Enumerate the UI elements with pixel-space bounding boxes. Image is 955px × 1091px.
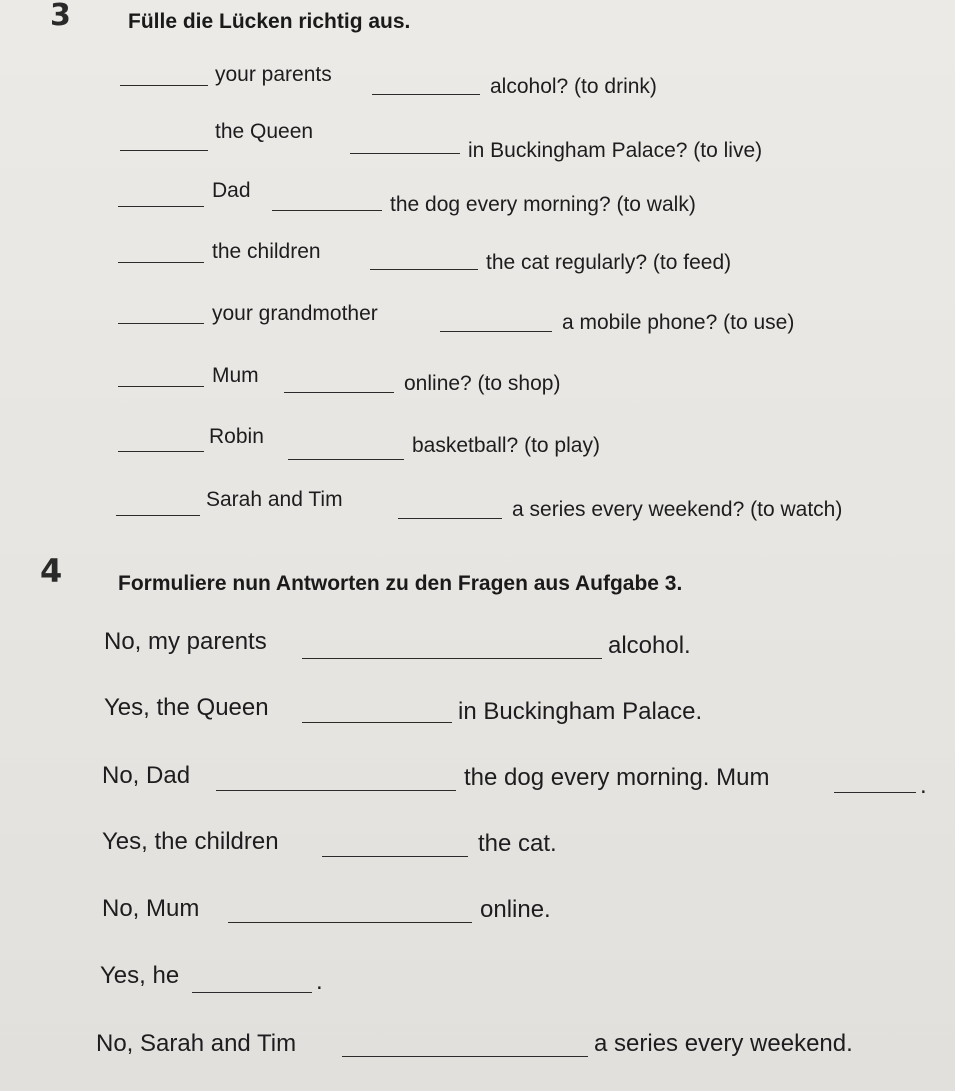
question-rest: the dog every morning? (to walk) [390,193,696,216]
question-subject: the Queen [215,120,314,143]
answer-start: No, Mum [102,895,200,922]
answer-tail: . [920,772,927,799]
question-subject: Dad [212,179,251,202]
answer-blank[interactable] [322,856,468,857]
answer-blank[interactable] [284,392,394,393]
answer-blank[interactable] [118,451,204,452]
question-rest: in Buckingham Palace? (to live) [468,139,763,162]
question-subject: Mum [212,364,259,387]
answer-blank[interactable] [372,94,480,95]
answer-end: in Buckingham Palace. [458,698,703,725]
answer-blank[interactable] [302,722,452,723]
question-rest: online? (to shop) [404,372,561,395]
answer-blank[interactable] [116,515,200,516]
question-rest: a series every weekend? (to watch) [512,498,843,521]
answer-blank[interactable] [216,790,456,791]
answer-blank[interactable] [192,992,312,993]
answer-start: No, Sarah and Tim [96,1030,297,1057]
answer-blank[interactable] [118,386,204,387]
question-subject: the children [212,240,321,263]
answer-start: No, my parents [104,628,267,655]
answer-end: the cat. [478,830,557,857]
answer-blank[interactable] [272,210,382,211]
question-rest: a mobile phone? (to use) [562,311,795,334]
question-subject: Robin [209,425,264,448]
answer-blank[interactable] [118,323,204,324]
question-rest: basketball? (to play) [412,434,600,457]
question-subject: Sarah and Tim [206,488,343,511]
question-subject: your grandmother [212,302,378,325]
answer-blank[interactable] [302,658,602,659]
exercise-3-instruction: Fülle die Lücken richtig aus. [128,10,411,33]
exercise-4-number: 4 [40,552,63,590]
answer-blank[interactable] [342,1056,588,1057]
answer-blank[interactable] [118,206,204,207]
answer-start: Yes, he [100,962,180,989]
answer-blank[interactable] [398,518,502,519]
answer-blank[interactable] [120,150,208,151]
answer-end: online. [480,896,551,923]
answer-end: alcohol. [608,632,691,659]
answer-start: No, Dad [102,762,191,789]
answer-blank[interactable] [440,331,552,332]
answer-start: Yes, the Queen [104,694,269,721]
question-rest: the cat regularly? (to feed) [486,251,732,274]
answer-end: a series every weekend. [594,1030,853,1057]
answer-blank[interactable] [370,269,478,270]
answer-blank[interactable] [228,922,472,923]
answer-blank[interactable] [118,262,204,263]
answer-blank[interactable] [120,85,208,86]
exercise-3-number: 3 [50,0,71,33]
answer-start: Yes, the children [102,828,279,855]
answer-blank[interactable] [288,459,404,460]
answer-end: . [316,968,323,995]
answer-end: the dog every morning. Mum [464,764,770,791]
answer-blank[interactable] [834,792,916,793]
question-subject: your parents [215,63,332,86]
exercise-4-instruction: Formuliere nun Antworten zu den Fragen aus Aufgabe 3. [118,572,683,595]
answer-blank[interactable] [350,153,460,154]
question-rest: alcohol? (to drink) [490,75,657,98]
